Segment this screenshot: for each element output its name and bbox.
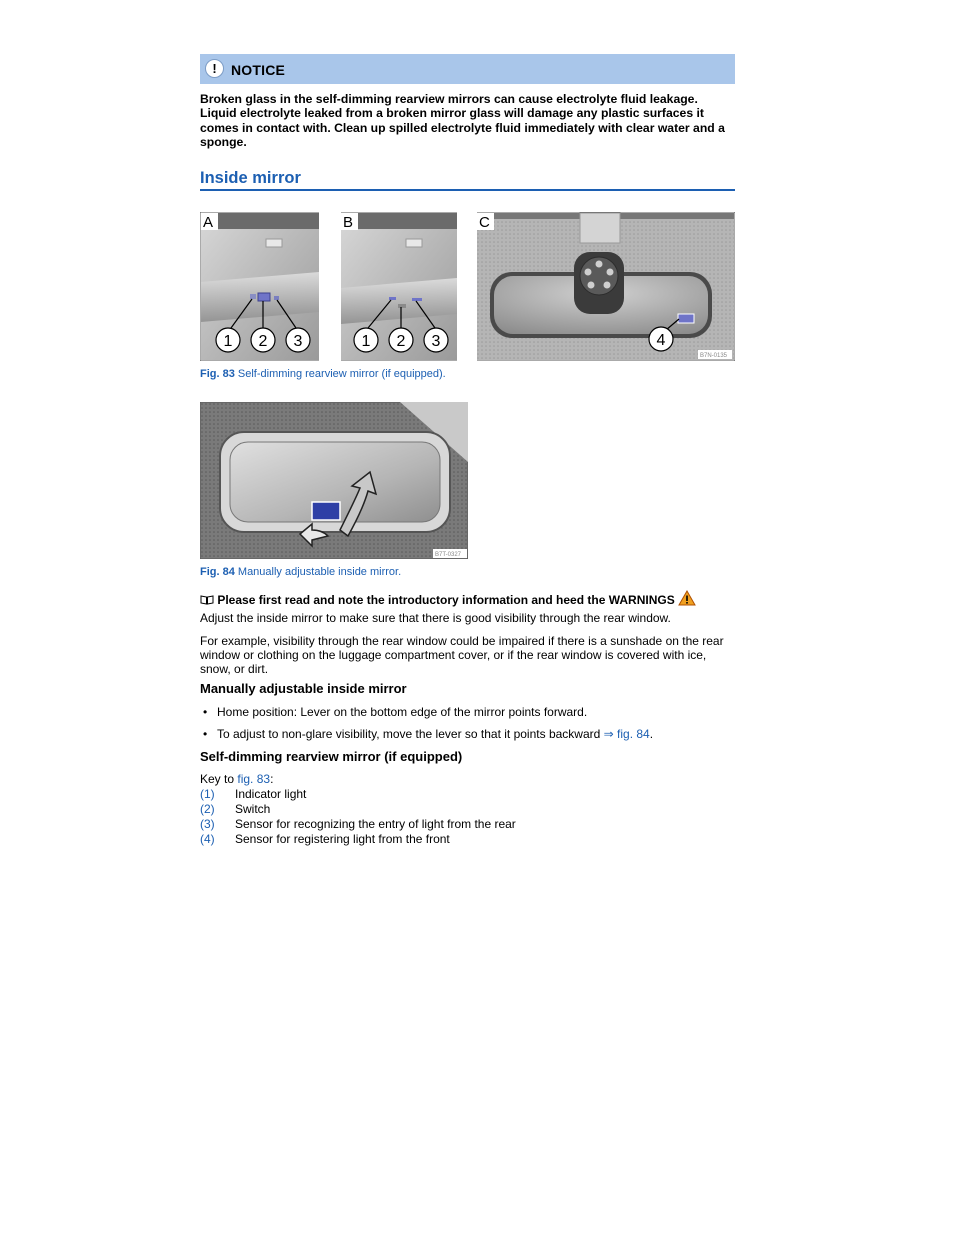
exclamation-circle-icon: ! [205, 59, 224, 78]
figure-83-code: B7N-0135 [700, 353, 728, 359]
panel-c [477, 213, 734, 360]
callout-a3: 3 [293, 333, 303, 350]
read-first-text: Please first read and note the introductory information and heed the WARNINGS [214, 593, 679, 607]
figure-84-label: Fig. 84 [200, 566, 235, 578]
key-label: Switch [235, 802, 271, 816]
panel-b [341, 213, 457, 360]
key-label: Indicator light [235, 787, 307, 801]
read-first-line [200, 590, 735, 607]
panel-c-label: C [479, 214, 490, 231]
notice-title: NOTICE [231, 62, 286, 78]
fig-83-link[interactable]: fig. 83 [237, 772, 271, 786]
callout-a2: 2 [258, 333, 268, 350]
bullet-dot: • [203, 705, 208, 719]
key-label: Sensor for registering light from the front [235, 832, 450, 846]
key-intro [200, 772, 273, 786]
figure-84-caption-text: Manually adjustable inside mirror. [234, 566, 402, 578]
bullet-dot: • [203, 727, 208, 741]
notice-text: Broken glass in the self-dimming rearview mirrors can cause electrolyte fluid leakage. Liquid electrolyte leaked from a broken mirror glass will damage any plastic surfaces it comes in contact with. Clean up spilled electrolyte fluid immediately with clear water and a sponge. [200, 92, 725, 149]
callout-b1: 1 [361, 333, 371, 350]
figure-83-label: Fig. 83 [200, 368, 235, 380]
intro-paragraph-2: For example, visibility through the rear window could be impaired if there is a sunshade on the rear window or clothing on the luggage compartment cover, or if the rear window is covered with ice, snow, or dirt. [200, 634, 724, 676]
section-rule [200, 189, 735, 191]
bullet-text-end: . [649, 727, 654, 741]
bullet-text: Home position: Lever on the bottom edge of the mirror points forward. [217, 705, 588, 719]
panel-a-label: A [203, 214, 214, 231]
key-label: Sensor for recognizing the entry of light from the rear [235, 817, 516, 831]
figure-83 [200, 212, 735, 361]
panel-a [201, 213, 319, 360]
key-suffix: : [270, 772, 274, 786]
notice-bar [200, 54, 735, 84]
book-icon [200, 595, 214, 605]
callout-c4: 4 [656, 332, 666, 349]
figure-83-caption [200, 368, 446, 380]
key-number: (2) [200, 802, 215, 816]
warning-triangle-icon [678, 590, 696, 606]
callout-b2: 2 [396, 333, 406, 350]
key-number: (3) [200, 817, 215, 831]
figure-83-caption-text: Self-dimming rearview mirror (if equipped). [234, 368, 446, 380]
selfdim-heading: Self-dimming rearview mirror (if equipped) [200, 749, 463, 764]
section-title: Inside mirror [200, 169, 301, 187]
callout-b3: 3 [431, 333, 441, 350]
intro-paragraph-1: Adjust the inside mirror to make sure that there is good visibility through the rear window. [200, 611, 671, 625]
figure-84-code: B7T-0327 [435, 552, 462, 558]
callout-a1: 1 [223, 333, 233, 350]
fig-84-link[interactable]: ⇒ fig. 84 [603, 727, 650, 741]
manual-heading: Manually adjustable inside mirror [200, 681, 407, 696]
key-number: (1) [200, 787, 215, 801]
key-prefix: Key to [200, 772, 238, 786]
panel-b-label: B [343, 214, 354, 231]
bullet-text [217, 727, 653, 741]
figure-84-caption [200, 566, 401, 578]
key-number: (4) [200, 832, 215, 846]
figure-84 [200, 402, 468, 559]
bullet-text-main: To adjust to non-glare visibility, move the lever so that it points backward [217, 727, 604, 741]
